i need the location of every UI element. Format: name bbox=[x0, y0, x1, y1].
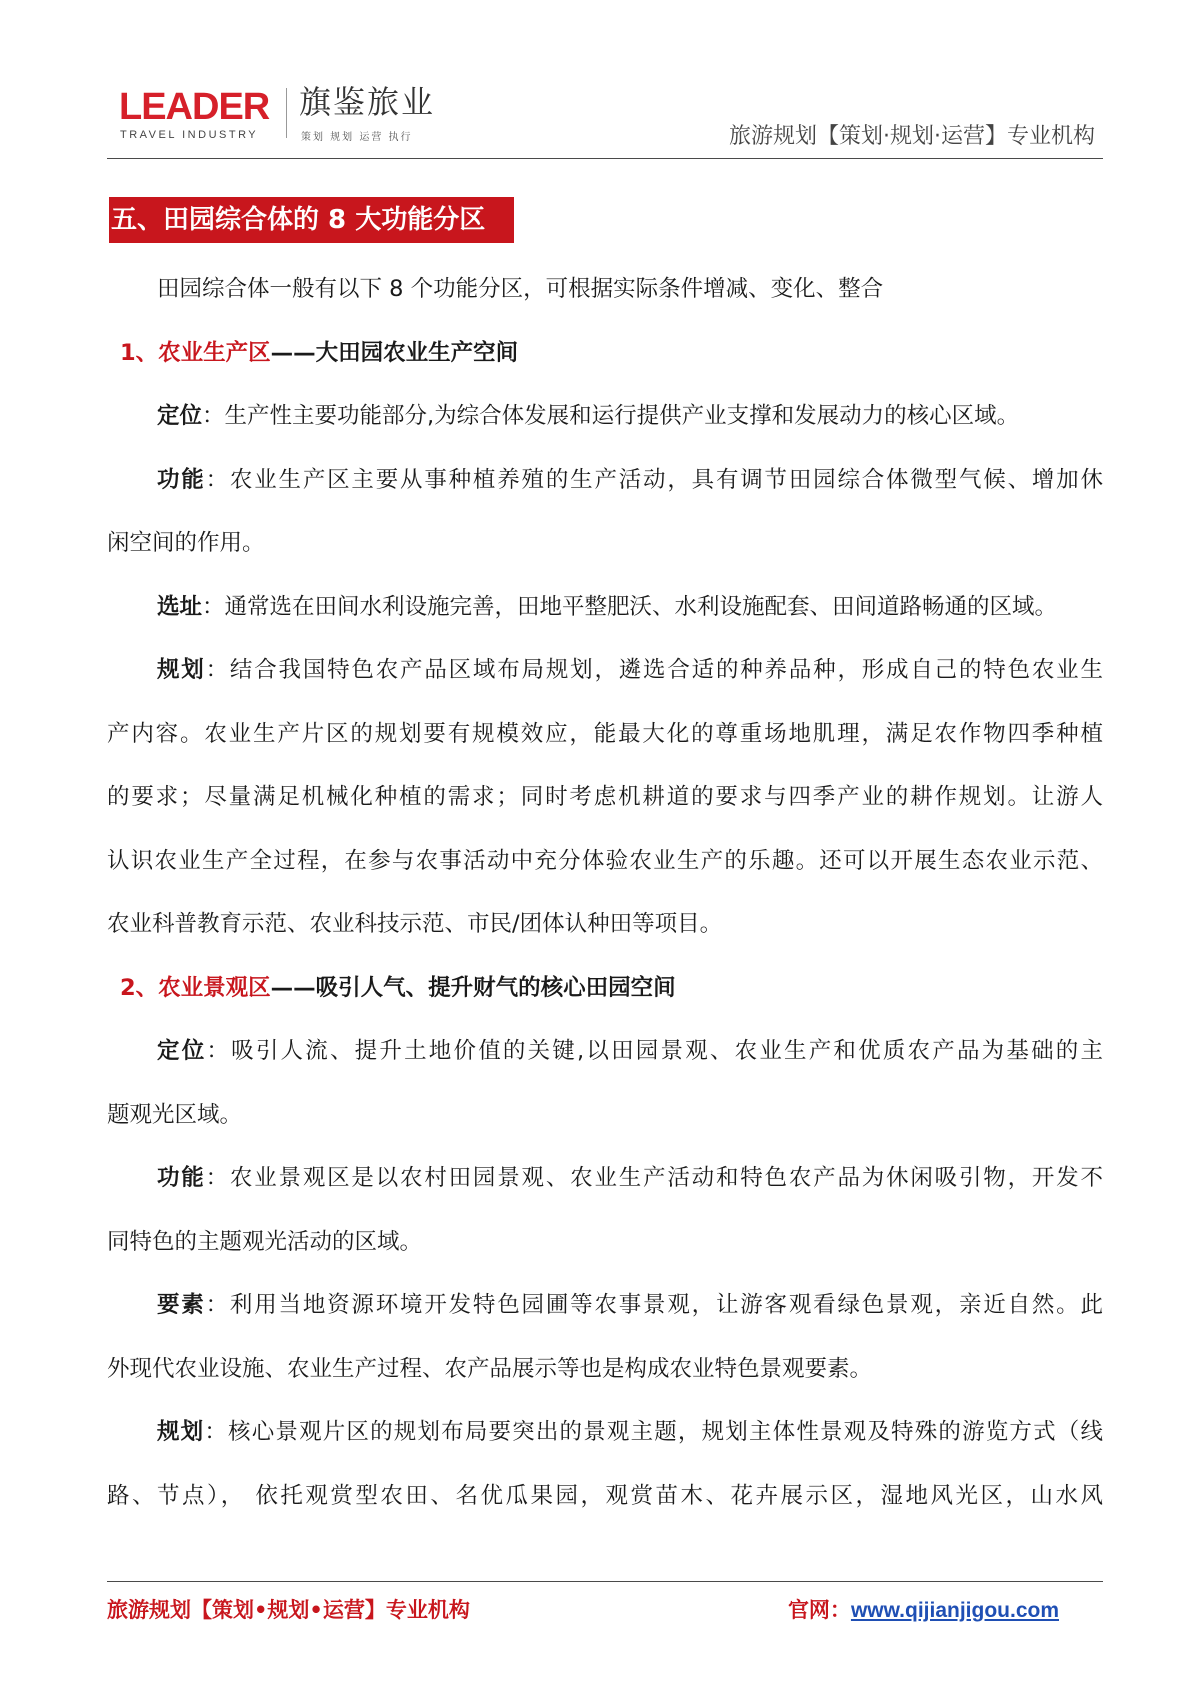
zone-heading-dash: —— bbox=[270, 974, 316, 1001]
paragraph-line: 的要求；尽量满足机械化种植的需求；同时考虑机耕道的要求与四季产业的耕作规划。让游人 bbox=[107, 784, 1103, 810]
term-label: 选址 bbox=[157, 593, 203, 620]
term-label: 定位 bbox=[157, 1038, 207, 1064]
paragraph-line: 功能：农业景观区是以农村田园景观、农业生产活动和特色农产品为休闲吸引物，开发不 bbox=[157, 1165, 1103, 1191]
term-label: 功能 bbox=[157, 466, 206, 493]
logo-divider bbox=[286, 88, 287, 138]
paragraph-line: 外现代农业设施、农业生产过程、农产品展示等也是构成农业特色景观要素。 bbox=[107, 1355, 873, 1382]
page-header bbox=[107, 84, 1103, 159]
zone-heading-text: 大田园农业生产空间 bbox=[315, 339, 519, 366]
intro-paragraph: 田园综合体一般有以下 8 个功能分区，可根据实际条件增减、变化、整合 bbox=[157, 276, 884, 302]
paragraph-line: 规划：结合我国特色农产品区域布局规划，遴选合适的种养品种，形成自己的特色农业生 bbox=[157, 657, 1103, 683]
term-label: 功能 bbox=[157, 1165, 206, 1191]
paragraph-line: 功能：农业生产区主要从事种植养殖的生产活动，具有调节田园综合体微型气候、增加休 bbox=[157, 466, 1103, 493]
document-body bbox=[107, 258, 1103, 1528]
paragraph-line: 规划：核心景观片区的规划布局要突出的景观主题，规划主体性景观及特殊的游览方式（线 bbox=[157, 1419, 1103, 1445]
zone-heading-number: 1、农业生产区 bbox=[120, 339, 271, 366]
paragraph-line: 闲空间的作用。 bbox=[107, 530, 265, 556]
term-label: 要素 bbox=[157, 1292, 206, 1318]
paragraph-line: 认识农业生产全过程，在参与农事活动中充分体验农业生产的乐趣。还可以开展生态农业示范、 bbox=[107, 847, 1103, 874]
website-link[interactable]: www.qijianjigou.com bbox=[850, 1599, 1059, 1622]
term-label: 规划 bbox=[157, 1419, 205, 1445]
paragraph-line: 路、节点）， 依托观赏型农田、名优瓜果园，观赏苗木、花卉展示区，湿地风光区，山水风 bbox=[107, 1482, 1103, 1509]
paragraph-line: 农业科普教育示范、农业科技示范、市民/团体认种田等项目。 bbox=[107, 911, 723, 937]
logo-subtitle: TRAVEL INDUSTRY bbox=[120, 129, 259, 141]
zone-heading bbox=[107, 957, 1103, 1021]
header-tagline: 旅游规划【策划·规划·运营】专业机构 bbox=[729, 124, 1095, 149]
zone-heading-text: 吸引人气、提升财气的核心田园空间 bbox=[315, 974, 676, 1001]
paragraph-line: 同特色的主题观光活动的区域。 bbox=[107, 1228, 423, 1255]
paragraph-line: 产内容。农业生产片区的规划要有规模效应，能最大化的尊重场地肌理，满足农作物四季种植 bbox=[107, 720, 1103, 747]
term-label: 规划 bbox=[157, 657, 206, 683]
paragraph-line: 定位：生产性主要功能部分,为综合体发展和运行提供产业支撑和发展动力的核心区域。 bbox=[157, 403, 1020, 429]
paragraph-line: 要素：利用当地资源环境开发特色园圃等农事景观，让游客观看绿色景观，亲近自然。此 bbox=[157, 1292, 1103, 1318]
logo-wordmark: LEADER bbox=[119, 86, 270, 128]
section-title: 五、田园综合体的 8 大功能分区 bbox=[109, 197, 514, 243]
term-label: 定位 bbox=[157, 403, 203, 429]
footer-website bbox=[788, 1594, 1059, 1624]
website-label: 官网： bbox=[787, 1598, 851, 1622]
paragraph-line: 选址：通常选在田间水利设施完善，田地平整肥沃、水利设施配套、田间道路畅通的区域。 bbox=[157, 593, 1058, 620]
paragraph-line: 定位：吸引人流、提升土地价值的关键,以田园景观、农业生产和优质农产品为基础的主 bbox=[157, 1038, 1103, 1064]
footer-tagline: 旅游规划【策划•规划•运营】专业机构 bbox=[107, 1598, 470, 1622]
logo-chinese-subtitle: 策划 规划 运营 执行 bbox=[301, 132, 413, 143]
zone-heading bbox=[107, 322, 1103, 386]
zone-heading-dash: —— bbox=[270, 339, 316, 366]
page-footer bbox=[107, 1581, 1103, 1632]
paragraph-line: 题观光区域。 bbox=[107, 1101, 243, 1128]
zone-heading-number: 2、农业景观区 bbox=[120, 974, 271, 1001]
logo-chinese-name: 旗鉴旅业 bbox=[299, 83, 436, 121]
